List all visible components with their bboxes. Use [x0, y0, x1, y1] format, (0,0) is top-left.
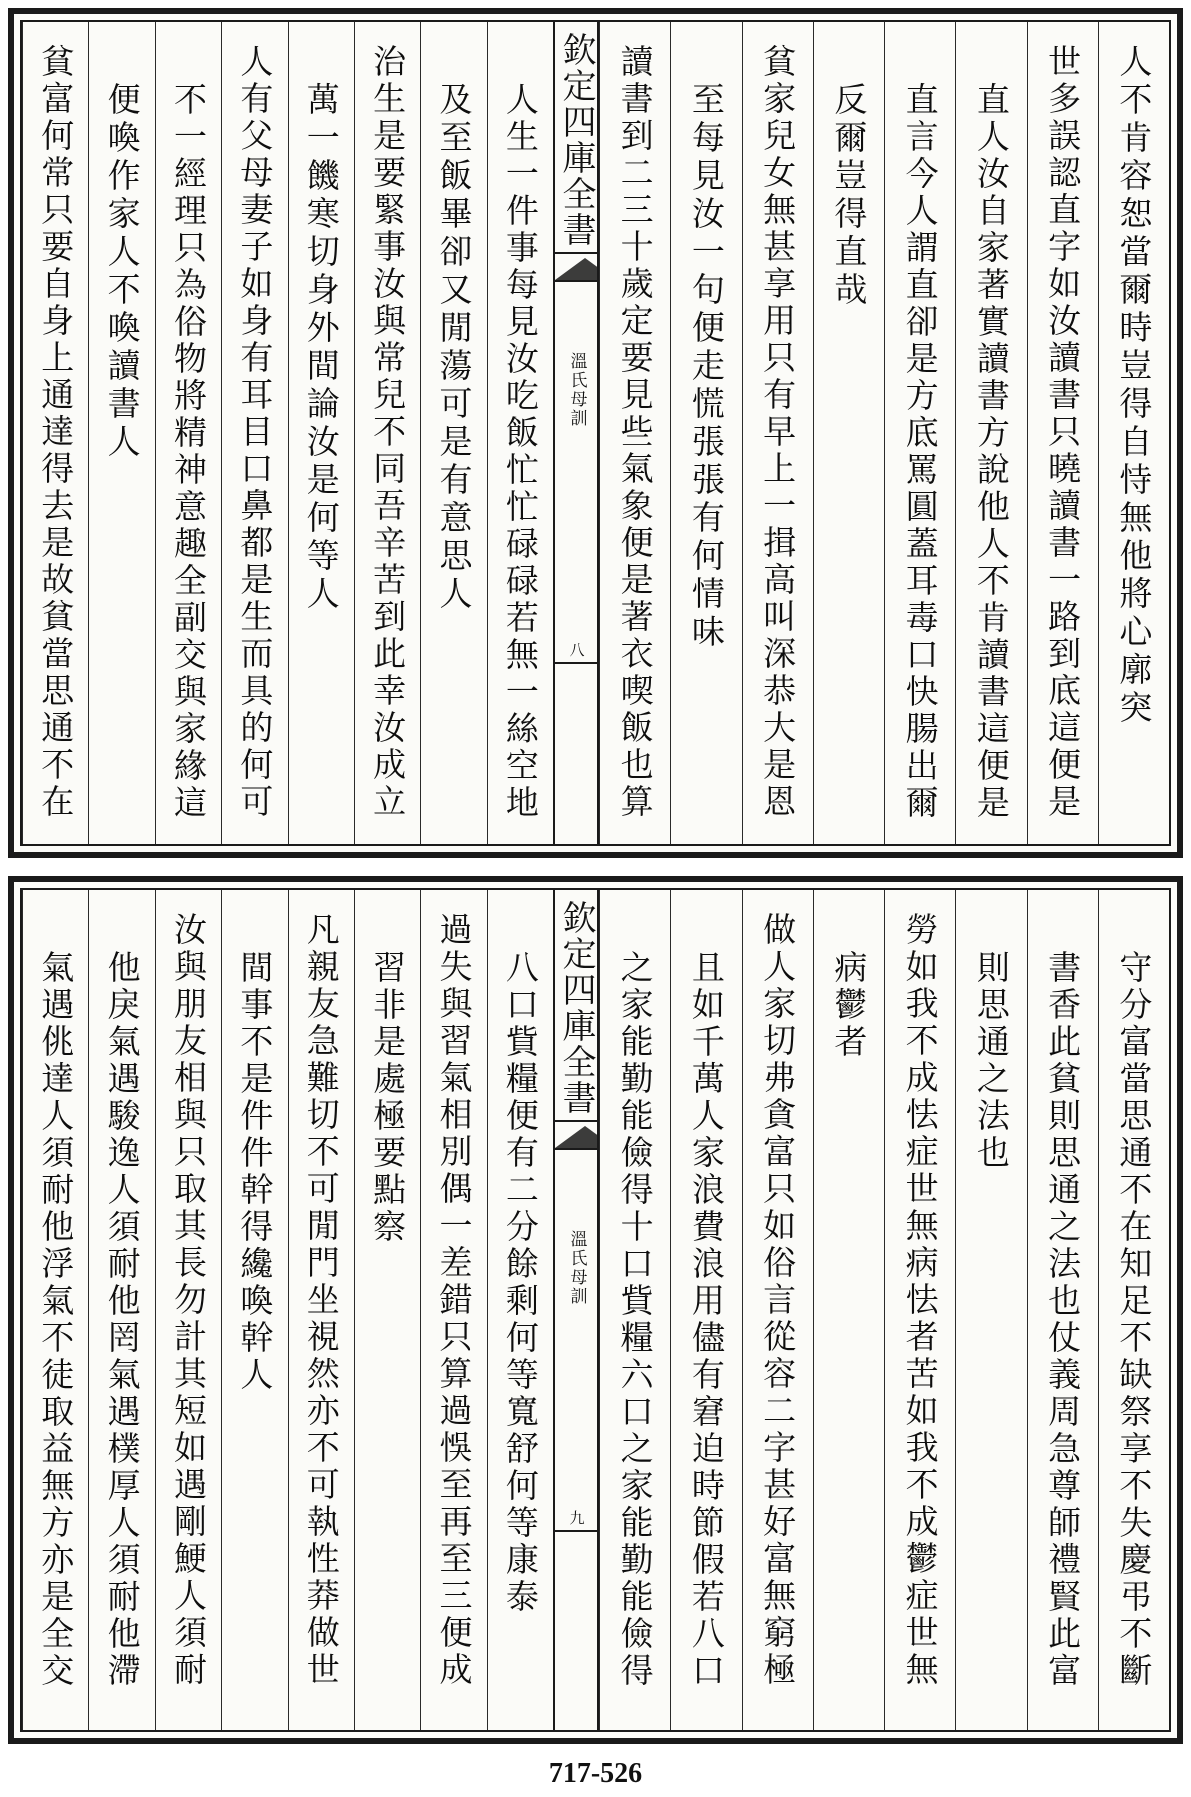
top-left-half: [22, 22, 553, 844]
top-right-half: [599, 22, 1169, 844]
column-text: 至每見汝一句便走慌張張有何情味: [686, 82, 726, 652]
column-text: 貧富何常只要自身上通達得去是故貧當思通不在: [36, 44, 76, 821]
column-text: 汝與朋友相與只取其長勿計其短如遇剛鯁人須耐: [168, 912, 208, 1689]
text-column: [155, 22, 221, 844]
text-column: [288, 890, 354, 1730]
column-text: 貧家兒女無甚享用只有早上一揖高叫深恭大是恩: [758, 44, 798, 821]
column-text: 反爾豈得直哉: [829, 82, 869, 310]
fishtail-ornament: [555, 1120, 597, 1150]
column-text: 病鬱者: [829, 950, 869, 1061]
center-banxin: [553, 890, 599, 1730]
text-column: [670, 890, 741, 1730]
column-text: 世多誤認直字如汝讀書只曉讀書一路到底這便是: [1043, 44, 1083, 821]
top-leaf: [8, 8, 1183, 858]
column-text: 間事不是件件幹得纔喚幹人: [235, 950, 275, 1394]
column-text: 凡親友急難切不可閒門坐視然亦不可執性莽做世: [301, 912, 341, 1689]
column-text: 守分富當思通不在知足不缺祭享不失慶弔不斷: [1114, 950, 1154, 1690]
column-text: 萬一饑寒切身外間論汝是何等人: [301, 82, 341, 614]
column-text: 人不肯容恕當爾時豈得自恃無他將心廓突: [1114, 44, 1154, 728]
page-number: 717-526: [548, 1758, 643, 1789]
text-column: [1027, 22, 1098, 844]
column-text: 習非是處極要點察: [368, 950, 408, 1246]
column-text: 過失與習氣相別偶一差錯只算過悞至再至三便成: [434, 912, 474, 1689]
fishtail-ornament: [555, 252, 597, 282]
column-text: 直人汝自家著實讀書方說他人不肯讀書這便是: [971, 82, 1011, 822]
text-column: [884, 890, 955, 1730]
folio-number: 九: [567, 1510, 586, 1525]
column-text: 之家能勤能儉得十口貲糧六口之家能勤能儉得: [615, 950, 655, 1690]
text-column: [420, 890, 486, 1730]
bottom-leaf-frame: [20, 888, 1171, 1732]
column-text: 直言今人謂直卻是方底罵圓蓋耳毒口快腸出爾: [900, 82, 940, 822]
text-column: [955, 22, 1026, 844]
text-column: [1098, 890, 1169, 1730]
text-column: [221, 890, 287, 1730]
text-column: [420, 22, 486, 844]
column-text: 八口貲糧便有二分餘剩何等寬舒何等康泰: [500, 950, 540, 1616]
text-column: [22, 22, 88, 844]
book-name: 溫氏母訓: [566, 352, 587, 428]
text-column: [354, 890, 420, 1730]
text-column: [813, 890, 884, 1730]
center-banxin: [553, 22, 599, 844]
column-text: 做人家切弗貪富只如俗言從容二字甚好富無窮極: [758, 912, 798, 1689]
column-text: 人有父母妻子如身有耳目口鼻都是生而具的何可: [235, 44, 275, 821]
text-column: [1098, 22, 1169, 844]
column-text: 他戾氣遇駿逸人須耐他罔氣遇樸厚人須耐他滯: [102, 950, 142, 1690]
column-text: 不一經理只為俗物將精神意趣全副交與家緣這: [168, 82, 208, 822]
column-text: 書香此貧則思通之法也仗義周急尊師禮賢此富: [1043, 950, 1083, 1690]
column-text: 讀書到二三十歲定要見些氣象便是著衣喫飯也算: [615, 44, 655, 821]
column-text: 氣遇佻達人須耐他浮氣不徒取益無方亦是全交: [36, 950, 76, 1690]
text-column: [88, 890, 154, 1730]
text-column: [599, 22, 670, 844]
text-column: [742, 890, 813, 1730]
text-column: [288, 22, 354, 844]
text-column: [955, 890, 1026, 1730]
bottom-left-half: [22, 890, 553, 1730]
column-text: 則思通之法也: [971, 950, 1011, 1172]
column-text: 人生一件事每見汝吃飯忙忙碌碌若無一絲空地: [500, 82, 540, 822]
column-text: 治生是要緊事汝與常兒不同吾辛苦到此幸汝成立: [368, 44, 408, 821]
text-column: [742, 22, 813, 844]
banxin-rule: [555, 1530, 597, 1532]
text-column: [1027, 890, 1098, 1730]
text-column: [813, 22, 884, 844]
bottom-leaf: [8, 876, 1183, 1744]
column-text: 且如千萬人家浪費浪用儘有窘迫時節假若八口: [686, 950, 726, 1690]
column-text: 及至飯畢卻又閒蕩可是有意思人: [434, 82, 474, 614]
text-column: [487, 890, 553, 1730]
column-text: 便喚作家人不喚讀書人: [102, 82, 142, 462]
collection-title: 欽定四庫全書: [556, 32, 596, 248]
text-column: [354, 22, 420, 844]
folio-number: 八: [567, 642, 586, 657]
bottom-right-half: [599, 890, 1169, 1730]
text-column: [22, 890, 88, 1730]
text-column: [884, 22, 955, 844]
text-column: [670, 22, 741, 844]
text-column: [487, 22, 553, 844]
text-column: [221, 22, 287, 844]
text-column: [88, 22, 154, 844]
top-leaf-frame: [20, 20, 1171, 846]
text-column: [155, 890, 221, 1730]
text-column: [599, 890, 670, 1730]
column-text: 勞如我不成怯症世無病怯者苦如我不成鬱症世無: [900, 912, 940, 1689]
book-name: 溫氏母訓: [566, 1230, 587, 1306]
banxin-rule: [555, 662, 597, 664]
collection-title: 欽定四庫全書: [556, 900, 596, 1116]
